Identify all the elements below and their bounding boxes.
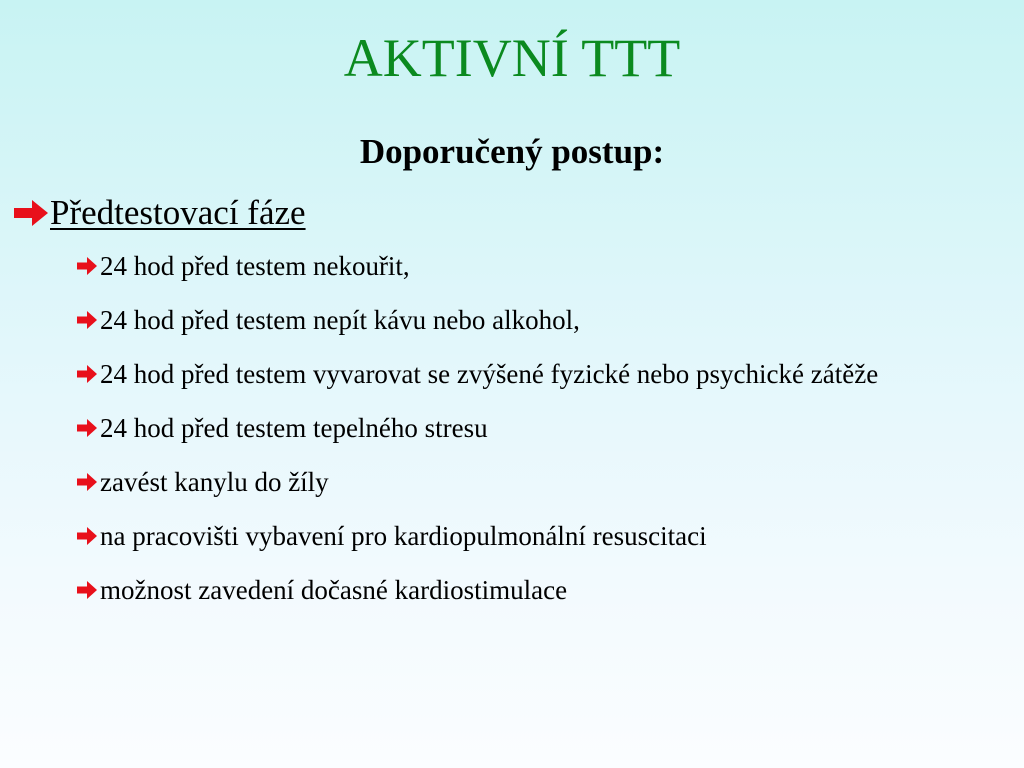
list-item-text: 24 hod před testem nekouřit, [100,251,410,281]
list-item-text: 24 hod před testem nepít kávu nebo alkohol, [100,305,580,335]
right-arrow-icon [12,198,50,228]
slide-title: AKTIVNÍ TTT [343,28,681,88]
list-item [76,516,1006,556]
slide-subtitle: Doporučený postup: [359,132,665,171]
right-arrow-icon [76,310,98,330]
list-item-text: zavést kanylu do žíly [100,467,329,497]
right-arrow-icon [76,418,98,438]
list-item [76,300,1006,340]
list-item [76,354,1006,394]
list-item [76,246,1006,286]
right-arrow-icon [76,472,98,492]
list-item [76,570,1006,610]
list-item-text: možnost zavedení dočasné kardiostimulace [100,575,568,605]
right-arrow-icon [76,256,98,276]
right-arrow-icon [76,580,98,600]
list-item-text: 24 hod před testem vyvarovat se zvýšené fyzické nebo psychické zátěže [100,359,879,389]
list-item-text: na pracovišti vybavení pro kardiopulmonální resuscitaci [100,521,707,551]
requirements-list [76,246,1006,624]
right-arrow-icon [76,364,98,384]
section-heading-label: Předtestovací fáze [50,193,306,232]
section-heading [12,191,306,235]
list-item [76,462,1006,502]
list-item [76,408,1006,448]
list-item-text: 24 hod před testem tepelného stresu [100,413,488,443]
right-arrow-icon [76,526,98,546]
